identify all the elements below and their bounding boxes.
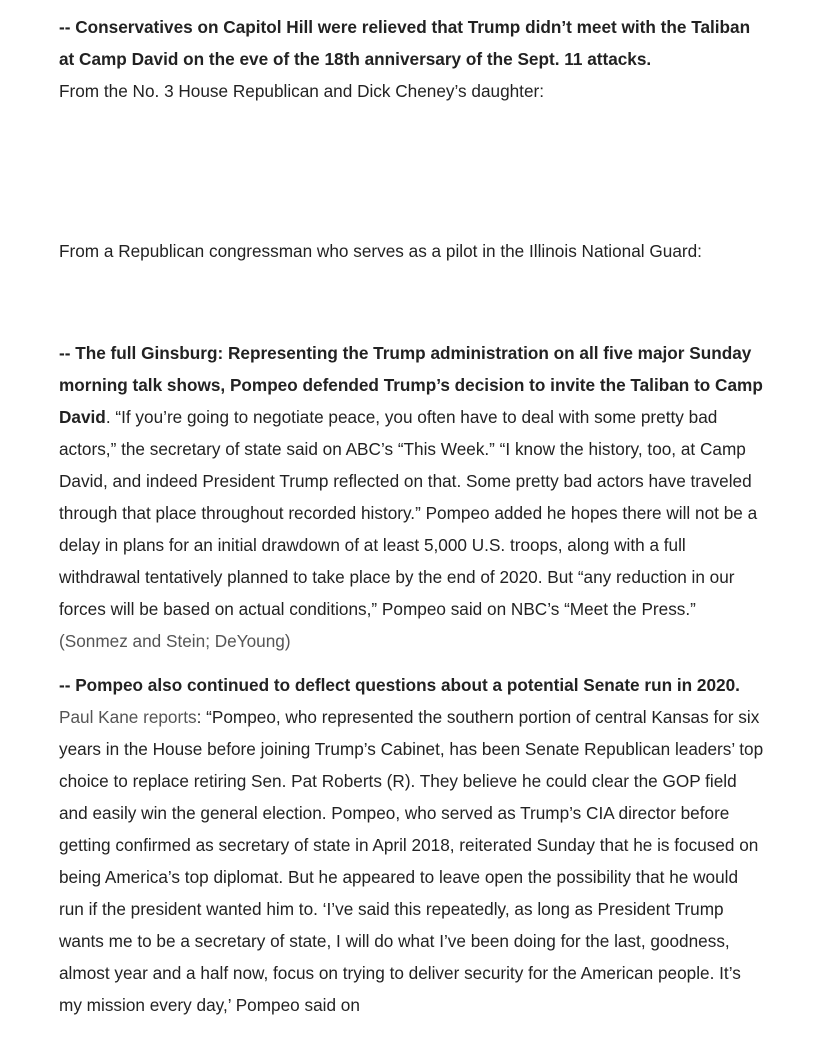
senate-run-body: : “Pompeo, who represented the southern portion of central Kansas for six years in the House before joining Trump’s Cabinet, has been Senate Republican leaders’ top choice to replace retiring Sen. Pat Roberts (R). They believe he could clear the GOP field and easily win the general election. Pompeo, who served as Trump’s CIA director before getting confirmed as secretary of state in April 2018, reiterated Sunday that he is focused on being America’s top diplomat. But he appeared to leave open the possibility that he would run if the president wanted him to. ‘I’ve said this repeatedly, as long as President Trump wants me to be a secretary of state, I will do what I’ve been doing for the last, goodness, almost year and a half now, focus on trying to deliver security for the American people. It’s my mission every day,’ Pompeo said on (59, 707, 764, 1015)
paul-kane-link[interactable]: Paul Kane reports (59, 707, 197, 727)
embed-placeholder-1 (59, 107, 765, 235)
ginsburg-paragraph (59, 337, 765, 657)
paren-close: ) (284, 631, 291, 651)
document-page (59, 11, 765, 1021)
paren-open: ( (59, 631, 65, 651)
sonmez-stein-link[interactable]: Sonmez and Stein (64, 631, 206, 651)
conservatives-headline: -- Conservatives on Capitol Hill were relieved that Trump didn’t meet with the Taliban at Camp David on the eve of the 18th anniversary of the Sept. 11 attacks. (59, 17, 751, 69)
congressman-paragraph (59, 235, 765, 267)
conservatives-paragraph (59, 11, 765, 107)
congressman-intro: From a Republican congressman who serves as a pilot in the Illinois National Guard: (59, 241, 702, 261)
paragraph-spacer (59, 657, 765, 669)
ginsburg-body: . “If you’re going to negotiate peace, you often have to deal with some pretty bad actors,” the secretary of state said on ABC’s “This Week.” “I know the history, too, at Camp David, and indeed President Trump reflected on that. Some pretty bad actors have traveled through that place throughout recorded history.” Pompeo added he hopes there will not be a delay in plans for an initial drawdown of at least 5,000 U.S. troops, along with a full withdrawal tentatively planned to take place by the end of 2020. But “any reduction in our forces will be based on actual conditions,” Pompeo said on NBC’s “Meet the Press.” (59, 407, 758, 619)
link-separator: ; (205, 631, 215, 651)
senate-run-paragraph (59, 669, 765, 1021)
senate-run-headline: -- Pompeo also continued to deflect questions about a potential Senate run in 2020. (59, 675, 740, 695)
ginsburg-headline: -- The full Ginsburg: Representing the Trump administration on all five major Sunday morning talk shows, Pompeo defended Trump’s decision to invite the Taliban to Camp David (59, 343, 763, 427)
cheney-intro: From the No. 3 House Republican and Dick Cheney’s daughter: (59, 81, 545, 101)
deyoung-link[interactable]: DeYoung (214, 631, 285, 651)
embed-placeholder-2 (59, 267, 765, 337)
